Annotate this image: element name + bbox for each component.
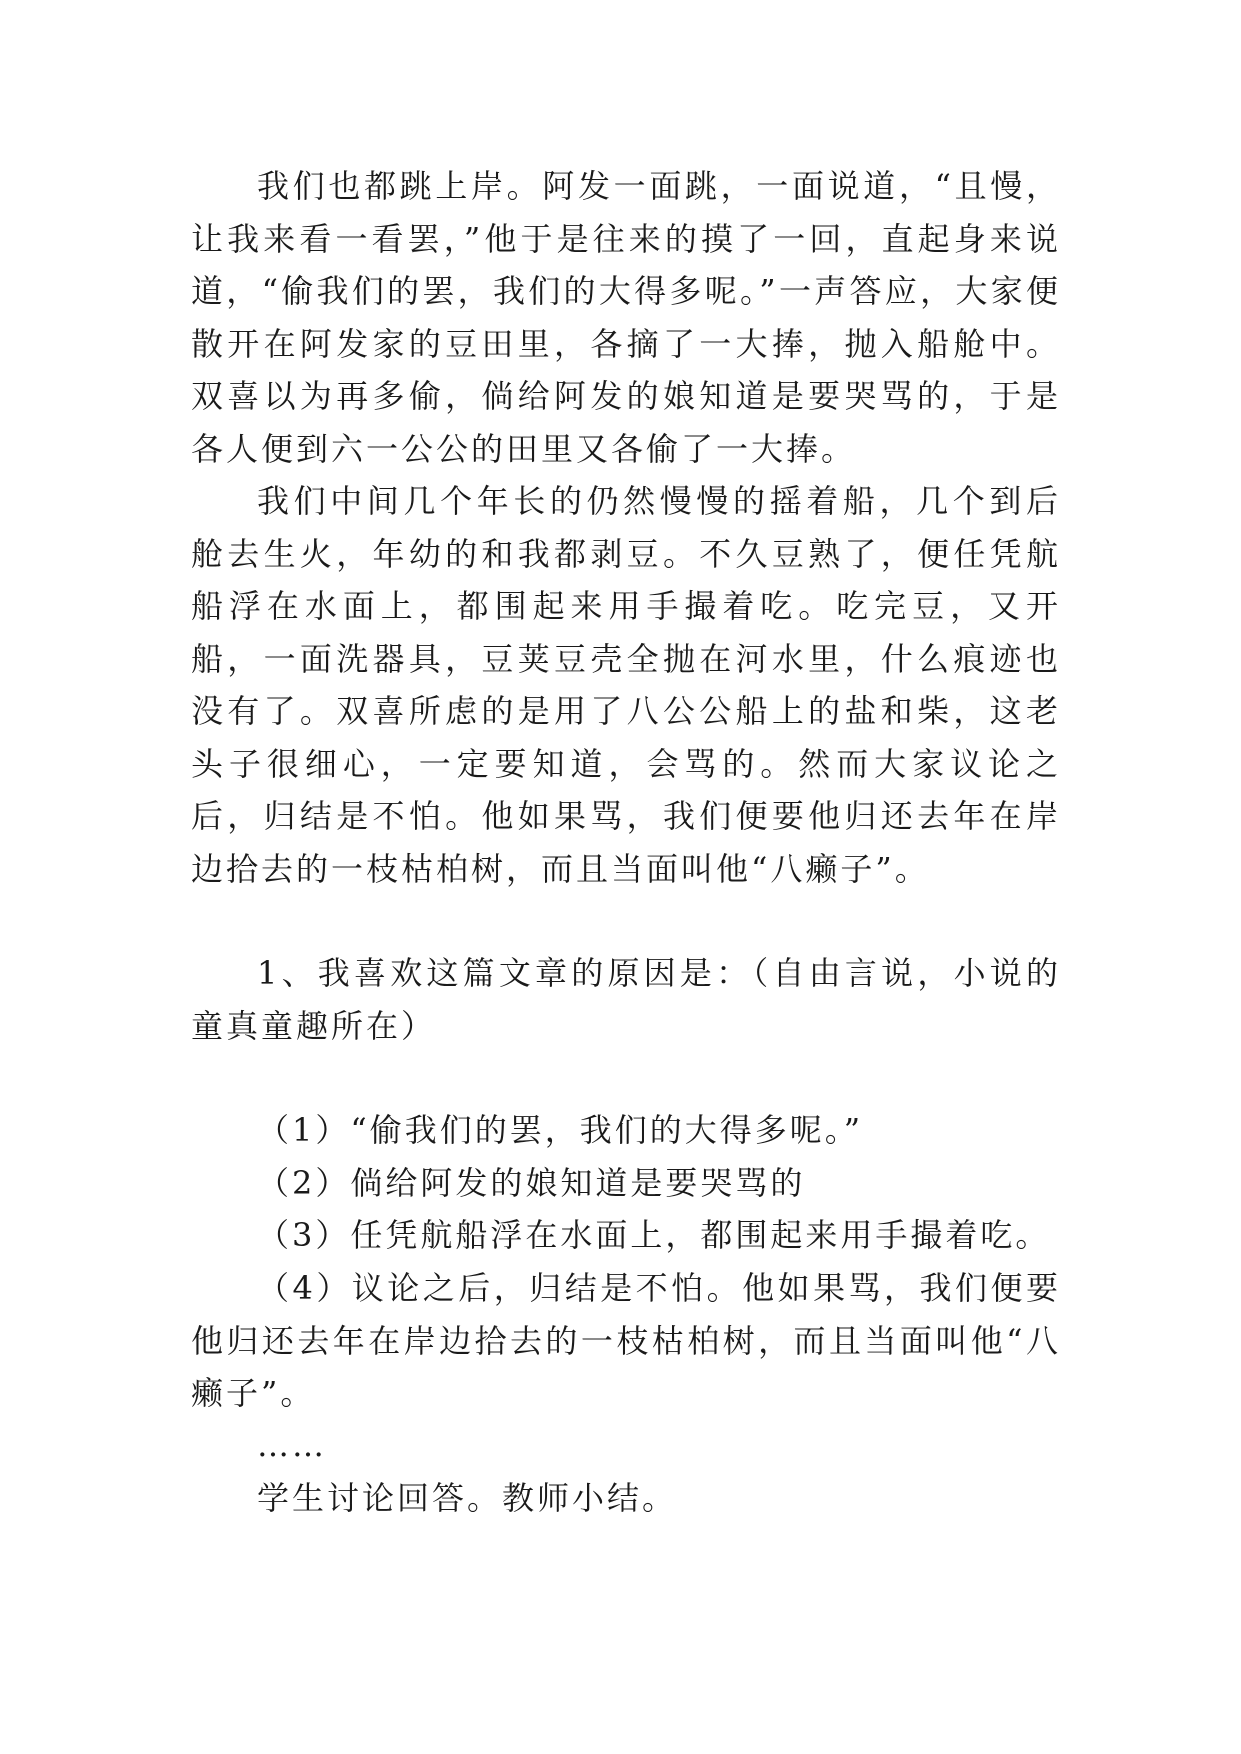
answer-3: （3）任凭航船浮在水面上，都围起来用手撮着吃。 — [257, 1216, 1051, 1254]
answer-4: （4）议论之后，归结是不怕。他如果骂，我们便要他归还去年在岸边拾去的一枝枯柏树，而且当面叫他“八癞子”。 — [191, 1269, 1061, 1412]
paragraph-1: 我们也都跳上岸。阿发一面跳，一面说道，“且慢，让我来看一看罢，”他于是往来的摸了一回，直起身来说道，“偷我们的罢，我们的大得多呢。”一声答应，大家便散开在阿发家的豆田里，各摘了一大捧，抛入船舱中。双喜以为再多偷，倘给阿发的娘知道是要哭骂的，于是各人便到六一公公的田里又各偷了一大捧。 — [191, 167, 1061, 468]
answer-1: （1）“偷我们的罢，我们的大得多呢。” — [257, 1111, 864, 1149]
closing-line: 学生讨论回答。教师小结。 — [257, 1479, 678, 1517]
ellipsis: …… — [257, 1426, 327, 1464]
paragraph-2: 我们中间几个年长的仍然慢慢的摇着船，几个到后舱去生火，年幼的和我都剥豆。不久豆熟了，便任凭航船浮在水面上，都围起来用手撮着吃。吃完豆，又开船，一面洗器具，豆荚豆壳全抛在河水里，什么痕迹也没有了。双喜所虑的是用了八公公船上的盐和柴，这老头子很细心，一定要知道，会骂的。然而大家议论之后，归结是不怕。他如果骂，我们便要他归还去年在岸边拾去的一枝枯柏树，而且当面叫他“八癞子”。 — [191, 482, 1061, 888]
answer-2: （2）倘给阿发的娘知道是要哭骂的 — [257, 1164, 806, 1202]
question-1: 1、我喜欢这篇文章的原因是：（自由言说，小说的童真童趣所在） — [191, 954, 1061, 1045]
